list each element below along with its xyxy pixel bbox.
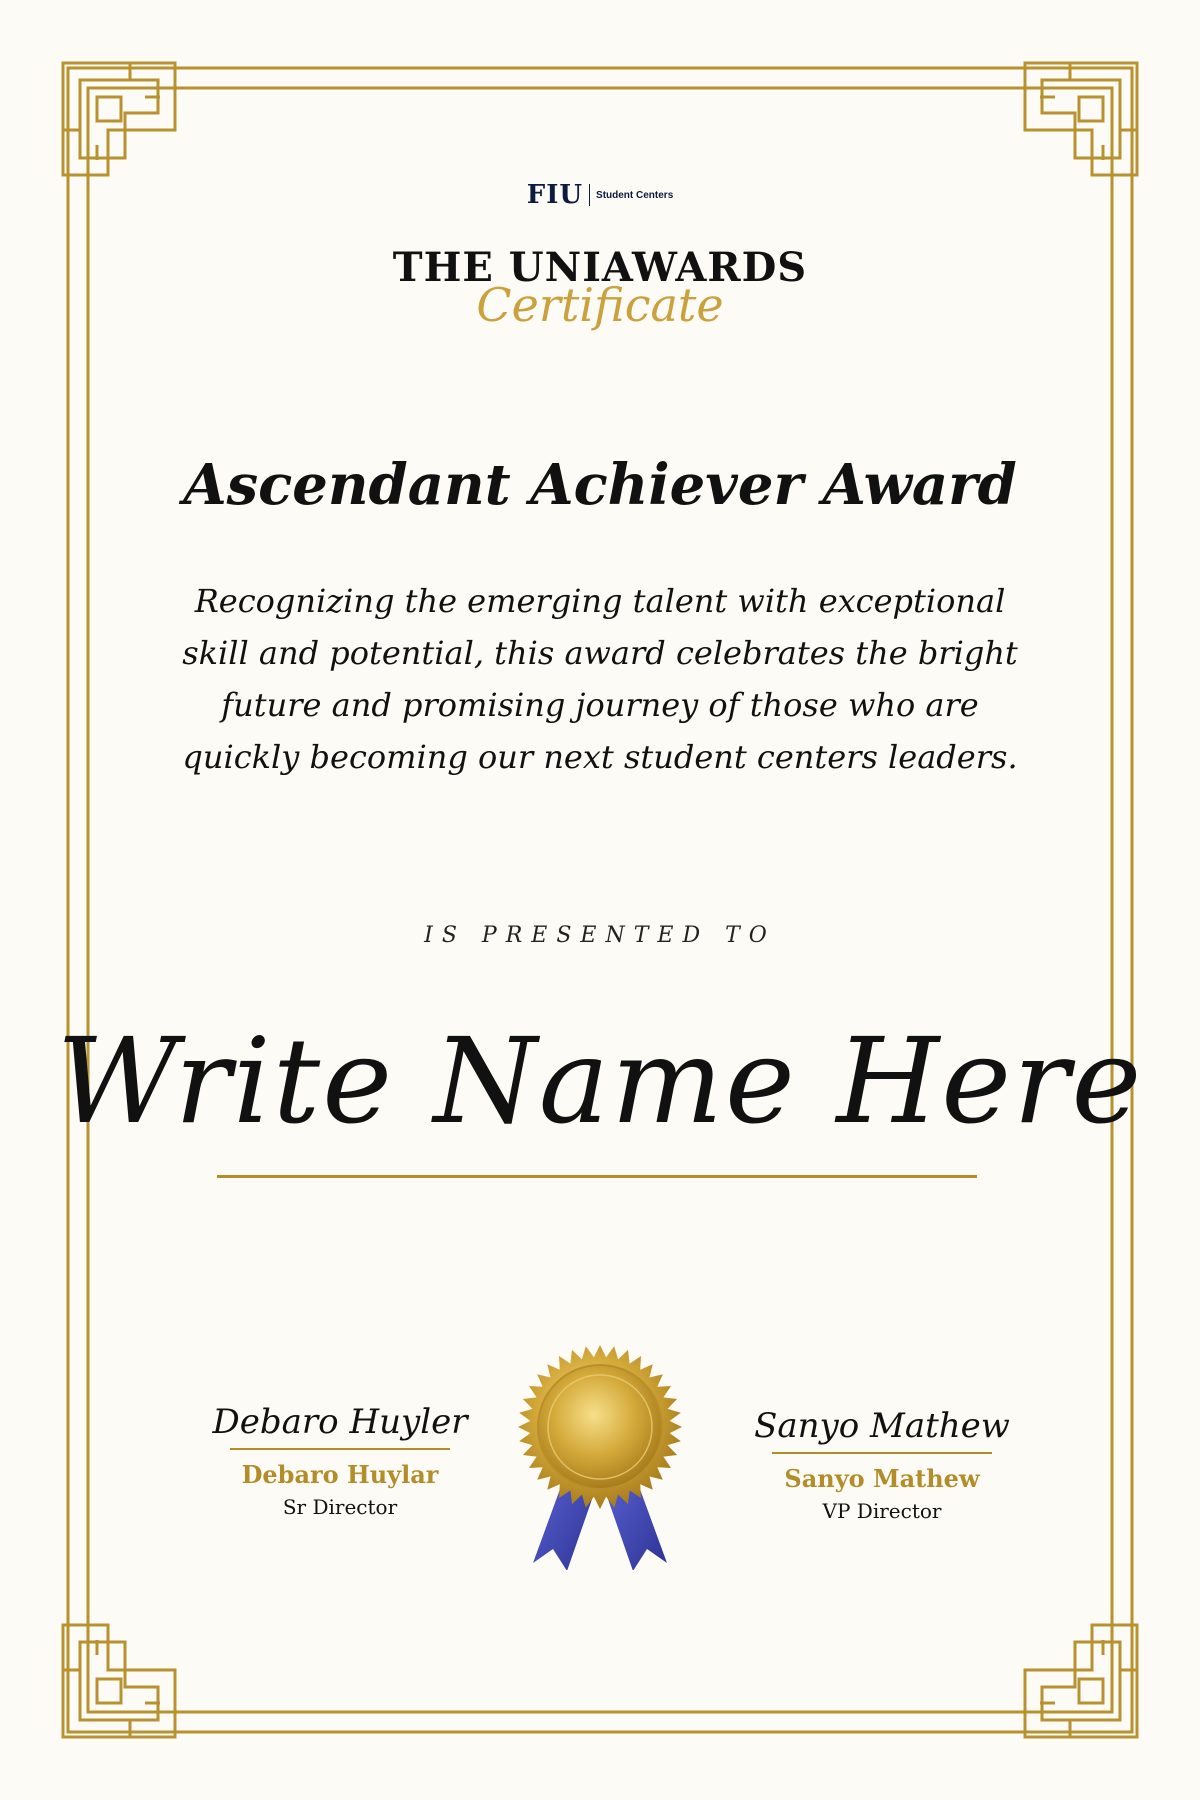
logo-mark: FIU — [526, 180, 584, 210]
greek-key-corner-icon — [63, 63, 175, 175]
signatory-role: Sr Director — [282, 1495, 398, 1519]
signature-line — [230, 1448, 450, 1450]
logo-divider — [589, 184, 590, 206]
signatory-name: Debaro Huylar — [241, 1460, 439, 1489]
logo — [0, 180, 1200, 210]
award-description-line: skill and potential, this award celebrates the bright — [182, 634, 1018, 672]
signatory-left — [210, 1398, 470, 1519]
award-description-line: quickly becoming our next student centers leaders. — [182, 738, 1018, 776]
recipient-name[interactable]: Write Name Here — [56, 1012, 1144, 1150]
signatory-name: Sanyo Mathew — [784, 1464, 980, 1493]
presented-to-label: IS PRESENTED TO — [424, 923, 776, 948]
recipient-name-underline — [217, 1175, 977, 1178]
signature: Debaro Huyler — [212, 1402, 468, 1442]
signature-line — [772, 1452, 992, 1454]
greek-key-corner-icon — [1025, 1625, 1137, 1737]
gold-seal-icon — [505, 1335, 695, 1570]
greek-key-corner-icon — [63, 1625, 175, 1737]
logo-text: Student Centers — [596, 189, 674, 201]
award-description-line: future and promising journey of those who are — [221, 686, 979, 724]
signatory-role: VP Director — [822, 1499, 942, 1523]
greek-key-corner-icon — [1025, 63, 1137, 175]
brand-subtitle: Certificate — [476, 278, 724, 332]
award-description — [130, 575, 1070, 783]
brand-title: THE UNIAWARDS — [392, 244, 808, 291]
award-description-line: Recognizing the emerging talent with exceptional — [194, 582, 1006, 620]
signature: Sanyo Mathew — [754, 1406, 1010, 1446]
signatory-right — [752, 1402, 1012, 1523]
award-title: Ascendant Achiever Award — [183, 452, 1017, 518]
